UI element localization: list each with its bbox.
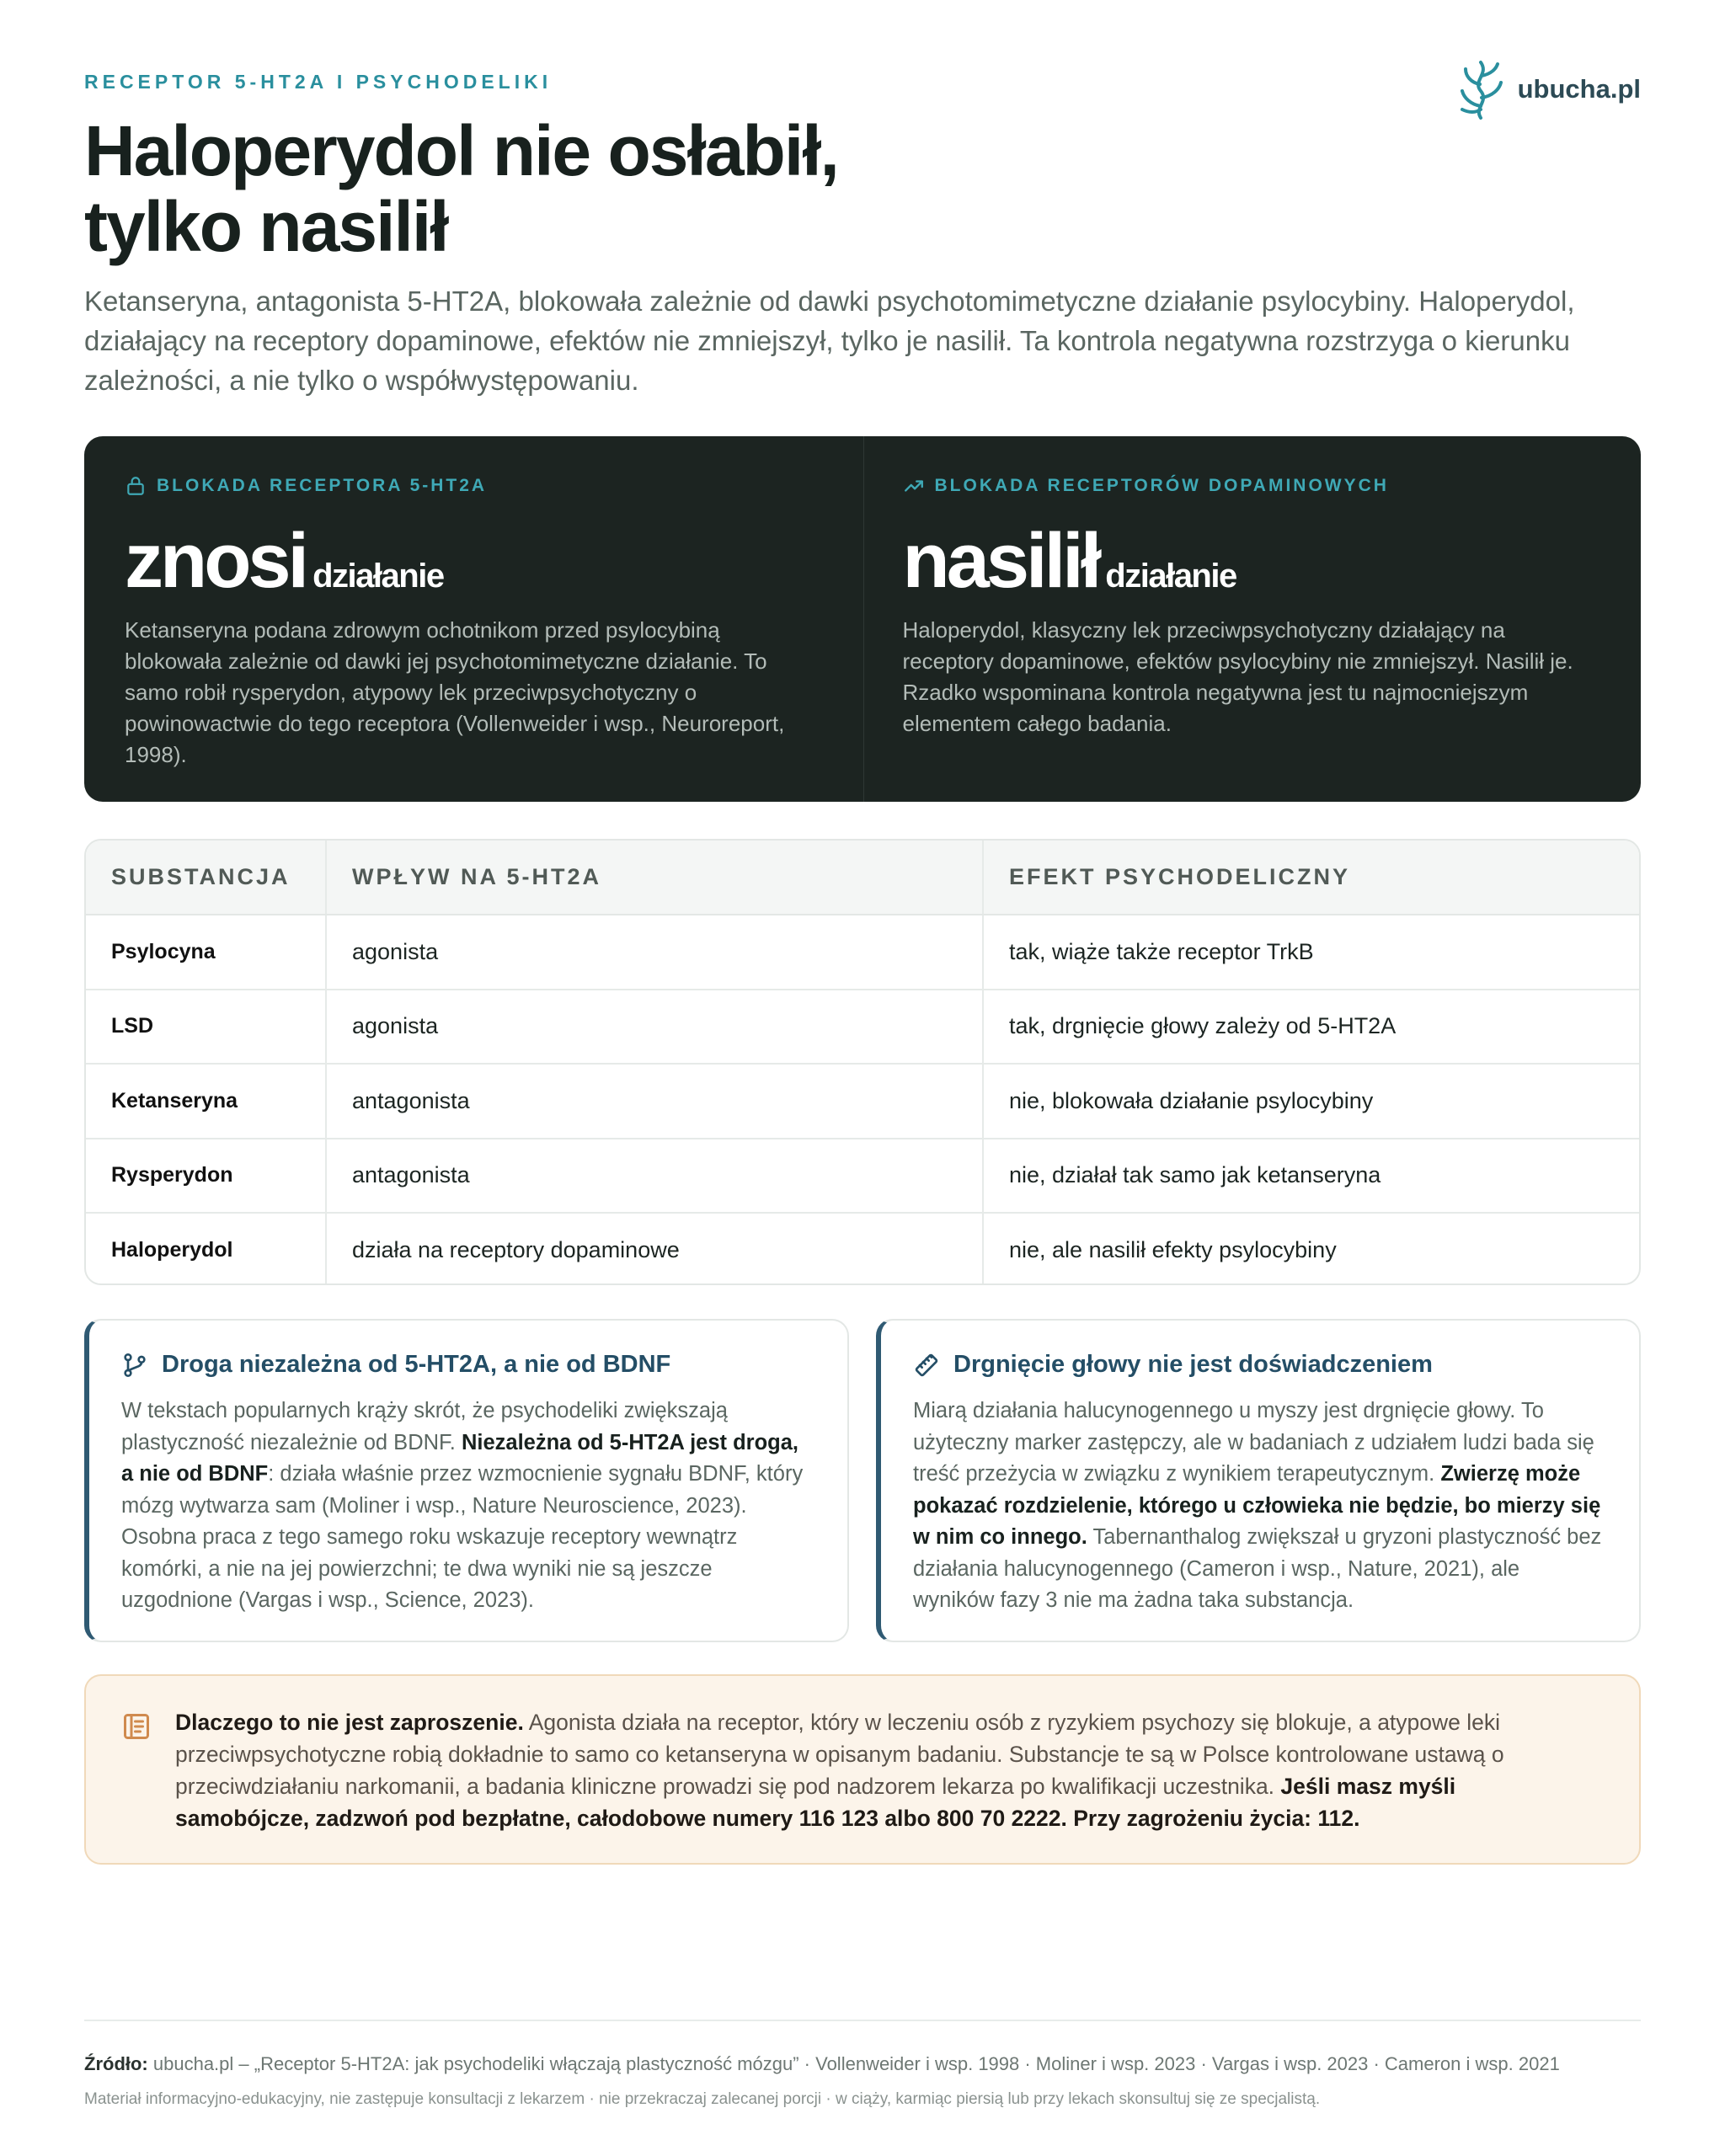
table-header-row bbox=[86, 841, 1639, 915]
column-header-5ht2a: WPŁYW NA 5-HT2A bbox=[326, 841, 983, 915]
substance-table-grid bbox=[86, 841, 1639, 1285]
cell-substance: Psylocyna bbox=[111, 939, 216, 963]
git-branch-icon bbox=[121, 1352, 148, 1379]
footer-divider bbox=[84, 2020, 1641, 2021]
warning-box bbox=[84, 1674, 1641, 1865]
cell-substance: Rysperydon bbox=[86, 1139, 326, 1214]
cell-substance: Haloperydol bbox=[86, 1213, 326, 1285]
footer-disclaimer: Materiał informacyjno-edukacyjny, nie zastępuje konsultacji z lekarzem · nie przekraczaj zalecanej porcji · w ciąży, karmiąc piersią lub przy lekach skonsultuj się ze specjalistą. bbox=[84, 2090, 1321, 2108]
notebook-icon bbox=[121, 1711, 152, 1742]
text-run: : działa właśnie przez wzmocnienie sygnału BDNF, który mózg wytwarza sam (Moliner i wsp., Nature Neuroscience, 2023). Osobna praca z tego samego roku wskazuje receptory wewnątrz komórki, a nie na jej powierzchni; te dwa wyniki nie są jeszcze uzgodnione (Vargas i wsp., Science, 2023). bbox=[121, 1462, 804, 1612]
helpline-text: Jeśli masz myśli samobójcze, zadzwoń pod bezpłatne, całodobowe numery 116 123 albo 800 70 2222. Przy zagrożeniu życia: 112. bbox=[175, 1774, 1456, 1831]
info-card-bdnf-title bbox=[121, 1351, 814, 1379]
table-row bbox=[86, 1213, 1639, 1285]
cell-5ht2a: agonista bbox=[326, 990, 983, 1065]
lead-paragraph: Ketanseryna, antagonista 5-HT2A, blokowała zależnie od dawki psychotomimetyczne działanie psylocybiny. Haloperydol, działający na receptory dopaminowe, efektów nie zmniejszył, tylko je nasilił. Ta kontrola negatywna rozstrzyga o kierunku zależności, a nie tylko o współwystępowaniu. bbox=[84, 286, 1575, 396]
comparison-left-label: BLOKADA RECEPTORA 5-HT2A bbox=[157, 476, 488, 495]
comparison-left-text: Ketanseryna podana zdrowym ochotnikom przed psylocybiną blokowała zależnie od dawki jej psychotomimetyczne działanie. To samo robił rysperydon, atypowy lek przeciwpsychotyczny o powinowactwie do tego receptora (Vollenweider i wsp., Neuroreport, 1998). bbox=[125, 617, 785, 767]
text-run: Tabernanthalog zwiększał u gryzoni plastyczność bez działania halucynogennego (Cameron i wsp., Nature, 2021), ale wyników fazy 3 nie ma żadna taka substancja. bbox=[913, 1525, 1602, 1612]
table-row bbox=[86, 1139, 1639, 1214]
cell-5ht2a: działa na receptory dopaminowe bbox=[326, 1213, 983, 1285]
text-run: Agonista działa na receptor, który w leczeniu osób z ryzykiem psychozy się blokuje, a atypowe leki przeciwpsychotyczne robią dokładnie to samo co ketanseryna w opisanym badaniu. Substancje te są w Polsce kontrolowane ustawą o przeciwdziałaniu narkomanii, a badania kliniczne prowadzi się pod nadzorem lekarza po kwalifikacji uczestnika. bbox=[175, 1710, 1504, 1799]
comparison-right bbox=[863, 436, 1642, 802]
ruler-icon bbox=[913, 1352, 940, 1379]
title-line-1: Haloperydol nie osłabił, bbox=[84, 111, 838, 190]
info-card-bdnf-text bbox=[121, 1396, 814, 1617]
section-eyebrow: RECEPTOR 5-HT2A I PSYCHODELIKI bbox=[84, 71, 553, 93]
comparison-right-eyebrow bbox=[903, 475, 1601, 497]
column-header-effect: EFEKT PSYCHODELICZNY bbox=[983, 841, 1639, 915]
comparison-right-label: BLOKADA RECEPTORÓW DOPAMINOWYCH bbox=[934, 476, 1389, 495]
text-run: W tekstach popularnych krąży skrót, że psychodeliki zwiększają plastyczność niezależnie od BDNF. bbox=[121, 1399, 728, 1454]
page-title bbox=[84, 113, 838, 264]
substance-table bbox=[84, 839, 1641, 1285]
cell-5ht2a: antagonista bbox=[326, 1064, 983, 1139]
info-card-head-twitch bbox=[876, 1319, 1641, 1642]
infographic-page bbox=[84, 0, 1641, 2156]
title-line-2: tylko nasilił bbox=[84, 187, 448, 266]
info-card-head-twitch-heading: Drgnięcie głowy nie jest doświadczeniem bbox=[953, 1351, 1433, 1378]
comparison-panel bbox=[84, 436, 1641, 802]
cell-effect: nie, blokowała działanie psylocybiny bbox=[983, 1064, 1639, 1139]
footer-source bbox=[84, 2053, 1560, 2075]
cell-substance: LSD bbox=[86, 990, 326, 1065]
footer-source-text: ubucha.pl – „Receptor 5-HT2A: jak psychodeliki włączają plastyczność mózgu” · Vollenweider i wsp. 1998 · Moliner i wsp. 2023 · Vargas i wsp. 2023 · Cameron i wsp. 2021 bbox=[147, 2053, 1560, 2074]
cell-5ht2a: antagonista bbox=[326, 1139, 983, 1214]
trending-up-icon bbox=[903, 475, 925, 497]
comparison-left bbox=[84, 436, 863, 802]
cell-effect: tak, wiąże także receptor TrkB bbox=[983, 915, 1639, 990]
comparison-right-big: nasilił bbox=[902, 518, 1099, 604]
text-run-bold: Zwierzę może pokazać rozdzielenie, którego u człowieka nie będzie, bo mierzy się w nim co innego. bbox=[913, 1462, 1601, 1549]
info-card-bdnf-heading: Droga niezależna od 5-HT2A, a nie od BDNF bbox=[162, 1351, 671, 1378]
comparison-left-eyebrow bbox=[125, 475, 823, 497]
text-run: Miarą działania halucynogennego u myszy jest drgnięcie głowy. To użyteczny marker zastępczy, ale w badaniach z udziałem ludzi bada się treść przeżycia w związku z wynikiem terapeutycznym. bbox=[913, 1399, 1594, 1486]
table-row bbox=[86, 915, 1639, 990]
info-card-bdnf bbox=[84, 1319, 849, 1642]
text-run-bold: Niezależna od 5-HT2A jest droga, a nie od BDNF bbox=[121, 1430, 799, 1486]
wavy-plant-icon bbox=[1455, 57, 1506, 121]
footer-source-label: Źródło: bbox=[84, 2053, 148, 2074]
cell-substance: Ketanseryna bbox=[86, 1064, 326, 1139]
brand-name: ubucha.pl bbox=[1517, 74, 1641, 104]
comparison-left-small: działanie bbox=[312, 558, 444, 595]
comparison-right-headline bbox=[902, 518, 1601, 604]
comparison-right-small: działanie bbox=[1105, 558, 1236, 595]
cell-effect: nie, działał tak samo jak ketanseryna bbox=[983, 1139, 1639, 1214]
text-run-bold: Dlaczego to nie jest zaproszenie. bbox=[175, 1710, 524, 1735]
cell-effect: nie, ale nasilił efekty psylocybiny bbox=[983, 1213, 1639, 1285]
info-card-head-twitch-title bbox=[913, 1351, 1605, 1379]
brand-logo[interactable] bbox=[1455, 57, 1641, 121]
info-card-head-twitch-text bbox=[913, 1396, 1605, 1617]
cell-5ht2a: agonista bbox=[326, 915, 983, 990]
warning-text bbox=[175, 1706, 1589, 1834]
column-header-substance: SUBSTANCJA bbox=[86, 841, 326, 915]
comparison-right-text: Haloperydol, klasyczny lek przeciwpsychotyczny działający na receptory dopaminowe, efektów psylocybiny nie zmniejszył. Nasilił je. Rzadko wspominana kontrola negatywna jest tu najmocniejszym elementem całego badania. bbox=[902, 617, 1573, 736]
cell-effect: tak, drgnięcie głowy zależy od 5-HT2A bbox=[983, 990, 1639, 1065]
comparison-left-headline bbox=[125, 518, 823, 604]
table-row bbox=[86, 1064, 1639, 1139]
table-row bbox=[86, 990, 1639, 1065]
lock-icon bbox=[125, 475, 147, 497]
comparison-left-big: znosi bbox=[125, 518, 307, 604]
